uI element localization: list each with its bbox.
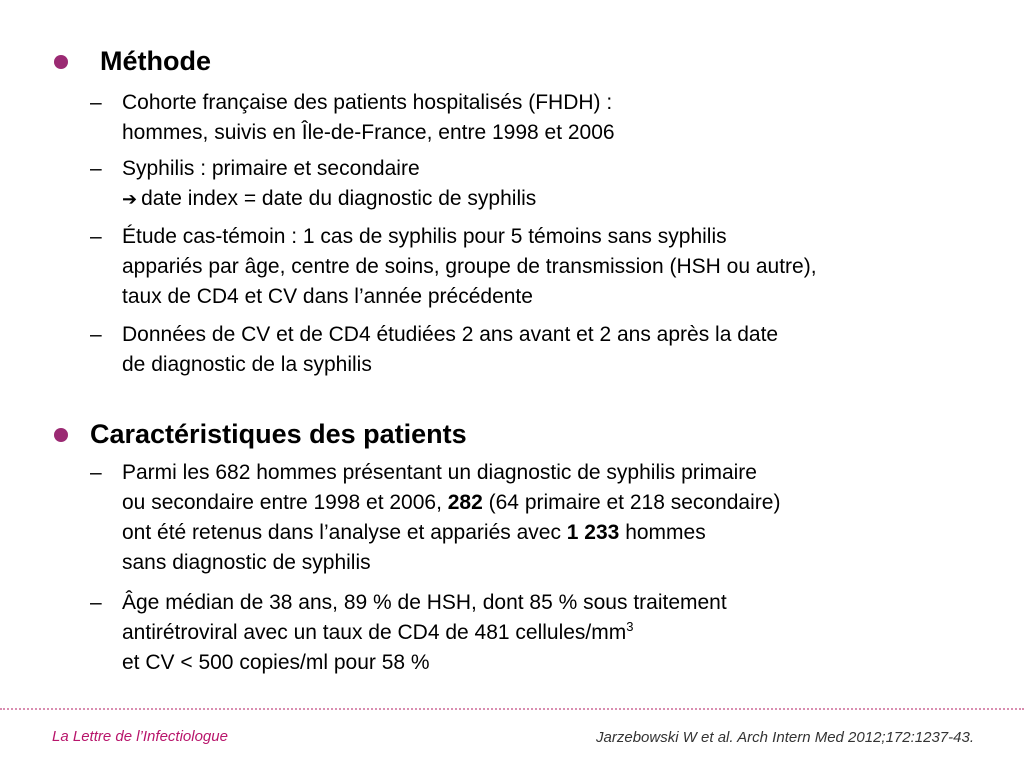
text-line: Âge médian de 38 ans, 89 % de HSH, dont 85 % sous traitement (122, 591, 727, 614)
section-heading: Caractéristiques des patients (90, 419, 467, 449)
text-line: Syphilis : primaire et secondaire (122, 157, 420, 180)
text-line (122, 488, 780, 518)
text-line (122, 184, 536, 214)
text-segment: date index = date du diagnostic de syphilis (141, 187, 537, 210)
footer-citation: Jarzebowski W et al. Arch Intern Med 2012;172:1237-43. (596, 729, 974, 746)
dash-marker: – (90, 591, 102, 614)
dash-marker: – (90, 157, 102, 180)
text-line: sans diagnostic de syphilis (122, 551, 371, 574)
footer-brand: La Lettre de l’Infectiologue (52, 728, 228, 745)
text-line: Cohorte française des patients hospitalisés (FHDH) : (122, 91, 613, 114)
text-line: de diagnostic de la syphilis (122, 353, 372, 376)
text-line: Données de CV et de CD4 étudiées 2 ans avant et 2 ans après la date (122, 323, 779, 346)
text-segment: ont été retenus dans l’analyse et appariés avec (122, 521, 567, 544)
text-segment: hommes (619, 521, 706, 544)
dash-marker: – (90, 323, 102, 346)
text-line: Parmi les 682 hommes présentant un diagnostic de syphilis primaire (122, 461, 757, 484)
bullet-dot (54, 428, 68, 442)
bold-count-controls: 1 233 (566, 521, 620, 544)
text-line: hommes, suivis en Île-de-France, entre 1998 et 2006 (122, 121, 615, 144)
text-line: appariés par âge, centre de soins, groupe de transmission (HSH ou autre), (122, 255, 817, 278)
text-line: taux de CD4 et CV dans l’année précédente (122, 285, 533, 308)
footer-divider (0, 708, 1024, 710)
text-line: Étude cas-témoin : 1 cas de syphilis pour 5 témoins sans syphilis (122, 225, 727, 248)
text-segment: (64 primaire et 218 secondaire) (482, 491, 781, 514)
text-line (122, 618, 633, 648)
text-segment: ou secondaire entre 1998 et 2006, (122, 491, 448, 514)
superscript: 3 (626, 619, 634, 634)
text-segment: antirétroviral avec un taux de CD4 de 481 cellules/mm (122, 621, 627, 644)
arrow-right-icon: ➔ (122, 189, 138, 209)
dash-marker: – (90, 225, 102, 248)
bold-count-selected: 282 (447, 491, 483, 514)
section-heading: Méthode (100, 46, 211, 76)
dash-marker: – (90, 461, 102, 484)
bullet-dot (54, 55, 68, 69)
text-line: et CV < 500 copies/ml pour 58 % (122, 651, 430, 674)
text-line (122, 518, 706, 548)
dash-marker: – (90, 91, 102, 114)
